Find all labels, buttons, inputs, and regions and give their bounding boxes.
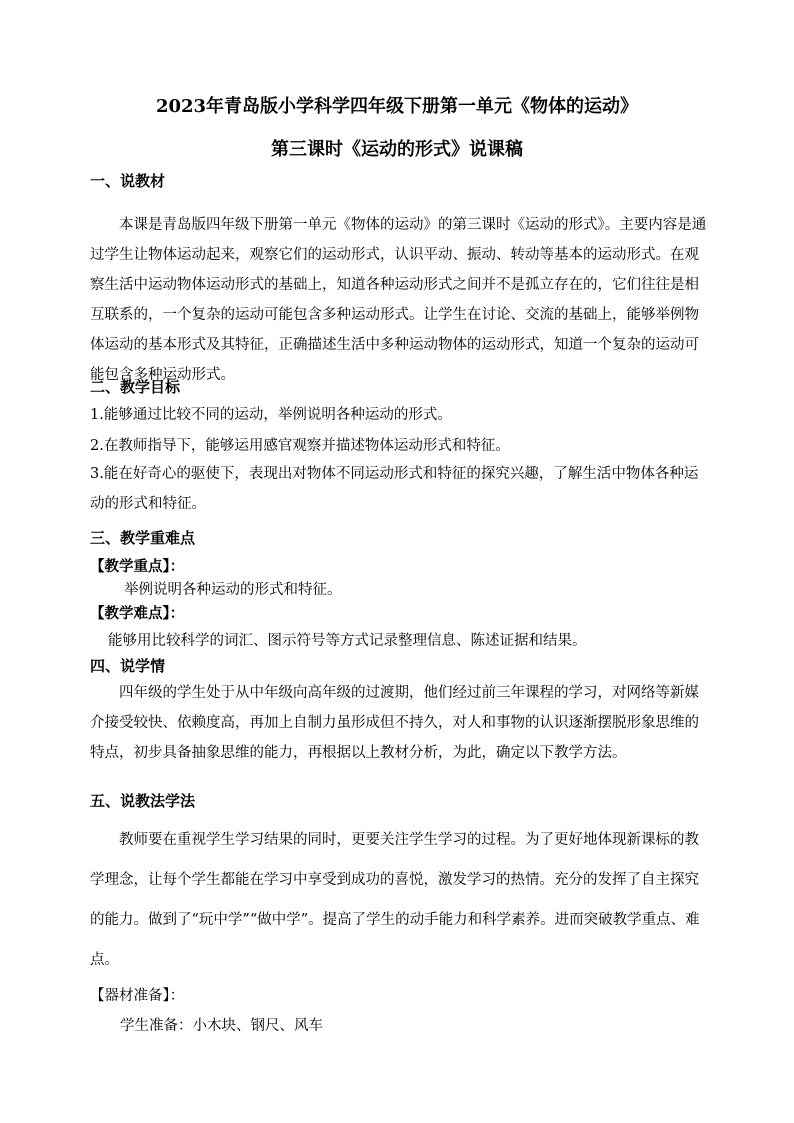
equipment-text: 学生准备：小木块、钢尺、风车 [120,1018,323,1034]
difficulty-text: 能够用比较科学的词汇、图示符号等方式记录整理信息、陈述证据和结果。 [108,633,587,649]
section-heading-students: 四、说学情 [90,657,166,675]
section-heading-methods: 五、说教法学法 [90,792,196,810]
equipment-label: 【器材准备】： [90,988,185,1004]
document-title: 2023年青岛版小学科学四年级下册第一单元《物体的运动》 [155,96,639,117]
key-point-label: 【教学重点】： [90,558,185,575]
section-paragraph-students: 四年级的学生处于从中年级向高年级的过渡期，他们经过前三年课程的学习，对网络等新媒介接受较快、依赖度高，再加上自制力虽形成但不持久，对人和事物的认识逐渐摆脱形象思维的特点，初步具备抽象思维的能力，再根据以上教材分析，为此，确定以下教学方法。 [90,685,699,761]
goal-item: 2.在教师指导下，能够运用感官观察并描述物体运动形式和特征。 [90,438,510,454]
section-paragraph-methods: 教师要在重视学生学习结果的同时，更要关注学生学习的过程。为了更好地体现新课标的教学理念，让每个学生都能在学习中享受到成功的喜悦，激发学习的热情。充分的发挥了自主探究的能力。做到了“玩中学”“做中学”。提高了学生的动手能力和科学素养。进而突破教学重点、难点。 [90,832,700,968]
difficulty-label: 【教学难点】： [90,605,185,622]
section-heading-goals: 二、教学目标 [90,378,181,396]
document-subtitle: 第三课时《运动的形式》说课稿 [271,139,523,160]
goal-item: 3.能在好奇心的驱使下，表现出对物体不同运动形式和特征的探究兴趣，了解生活中物体各种运动的形式和特征。 [90,466,699,512]
goal-item: 1.能够通过比较不同的运动，举例说明各种运动的形式。 [90,407,452,423]
section-paragraph-textbook: 本课是青岛版四年级下册第一单元《物体的运动》的第三课时《运动的形式》。主要内容是通过学生让物体运动起来，观察它们的运动形式，认识平动、振动、转动等基本的运动形式。在观察生活中运动物体运动形式的基础上，知道各种运动形式之间并不是孤立存在的，它们往往是相互联系的，一个复杂的运动可能包含多种运动形式。让学生在讨论、交流的基础上，能够举例物体运动的基本形式及其特征，正确描述生活中多种运动物体的运动形式，知道一个复杂的运动可能包含多种运动形式。 [90,217,707,383]
key-point-text: 举例说明各种运动的形式和特征。 [124,582,342,598]
section-heading-textbook: 一、说教材 [90,172,166,190]
section-heading-key-points: 三、教学重难点 [90,529,196,547]
